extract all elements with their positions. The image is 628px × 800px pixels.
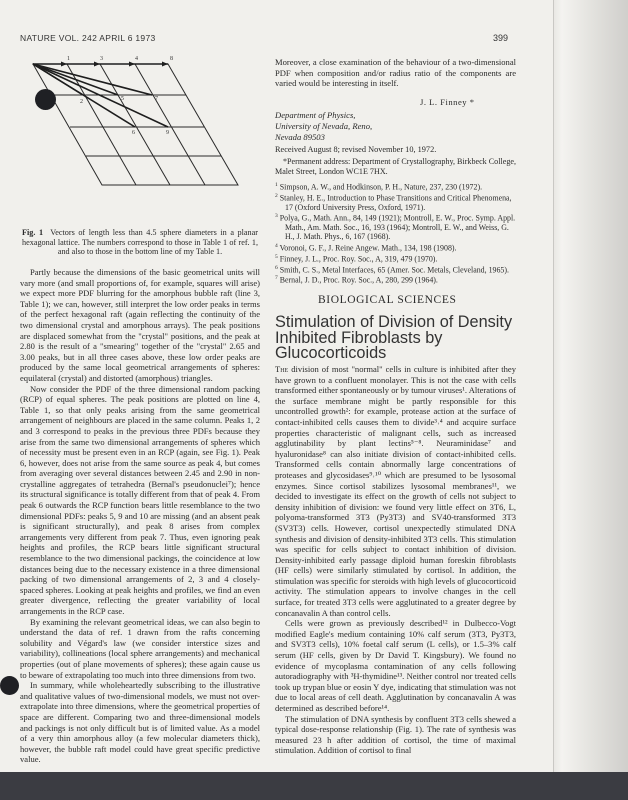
reference-item: $^7$ Bernal, J. D., Proc. Roy. Soc., A, 280, 299 (1964).: [275, 275, 438, 286]
left-column-body: [20, 267, 260, 765]
point-label: 2: [80, 99, 83, 105]
affiliation-line: Department of Physics,: [275, 110, 356, 120]
reference-item: $^1$ Simpson, A. W., and Hodkinson, P. H., Nature, 237, 230 (1972).: [275, 182, 483, 192]
article-title: Stimulation of Division of Density Inhibited Fibroblasts by Glucocorticoids: [275, 313, 513, 362]
section-heading: BIOLOGICAL SCIENCES: [318, 294, 457, 306]
figure-1-lattice-diagram: [20, 52, 260, 227]
point-label: 1: [67, 56, 70, 62]
caption-label: Fig. 1: [22, 228, 44, 237]
point-label: 4: [135, 56, 138, 62]
paragraph: In summary, while wholeheartedly subscribing to the illustrative and qualitative values of two-dimensional models, we must not over-extrapolate into three dimensions, where the geometrical properties of space are different. Comparing two and three-dimensional models and packings is not only difficult but is of limited value. As a model of a very thin amorphous alloy (a few molecular diameters thick), however, the bubble raft model could have great specific predictive value.: [20, 680, 260, 765]
reference-item: $^5$ Finney, J. L., Proc. Roy. Soc., A, 319, 479 (1970).: [275, 253, 438, 264]
paragraph: Partly because the dimensions of the basic geometrical units will vary more (and small proportions of, for example, squares will arise) we expect more PDF blurring for the amorphous bubble raft (line 3, Table 1); we can, however, still interpret the low order peaks in terms of the perfect hexagonal raft (again reflecting the continuity of the two dimensional crystal and amorphous arrays). The peak positions are displaced somewhat from the "crystal" positions, and the peak at 2.80 is the result of a "smearing" together of the "crystal" 2.65 and 3.00 peaks, but in all three cases above, these low order peaks are produced by the same local geometrical arrangements of spheres: equilateral (crystal) and distorted (amorphous) triangles.: [20, 267, 260, 383]
affiliation-line: University of Nevada, Reno,: [275, 121, 373, 131]
punch-hole: [0, 676, 19, 695]
paragraph: Cells were grown as previously described¹² in Dulbecco-Vogt modified Eagle's medium containing 10% calf serum (3T3, Py3T3, and SV3T3 cells), 10% foetal calf serum (L cells), or 1.5–3% calf serum (HF cells, given by Dr David T. Kingsbury). We found no evidence of mycoplasma contamination of any cells following autoradiography with ³H-thymidine¹³. Neither control nor treated cells took up trypan blue or eosin Y dye, indicating that stimulation was not due to local areas of cell death. Agglutination by concanavalin A was determined as described before¹⁴.: [275, 618, 516, 713]
point-label: 7: [155, 96, 158, 102]
author-name: J. L. Finney *: [420, 97, 475, 107]
paragraph: Now consider the PDF of the three dimensional random packing (RCP) of equal spheres. The peak positions are plotted on line 4, Table 1, so that only peaks arising from the same geometrical arrangement of neighbours are placed in the same column. Peaks 1, 2 and 3 correspond to peaks in the previous three PDFs because they arise from the same two dimensional arrangements of spheres which of necessity must be present even in an RCP (again, see Fig. 1). Peak 6, however, does not arise from the same source as peak 4, but comes from averaging over several distances between 2.45 and 2.90 in non-crystalline aggregates of tetrahedra (Bernal's pseudonuclei⁷); hence its structural significance is totally different from that of peak 4. From peak 6 outwards the RCP function bears little resemblance to the two dimensional PDFs: peaks 5, 9 and 10 are missing (and an absent peak is significant structurally), and peak 8 arises from complex arrangements very different from peak 7. Thus, even ignoring peak heights and profiles, the RCP bears little significant structural resemblance to the two dimensional packings, the coincidence at low distances being due to the necessary existence in a three dimensional packing of two dimensional arrangements of 2, 3 and 4 closely-spaced spheres. Looking at peak heights and profiles, we find an even greater divergence, reflecting the greater variability of local arrangements in the RCP case.: [20, 383, 260, 616]
received-date: Received August 8; revised November 10, 1972.: [275, 145, 437, 154]
reference-item: $^6$ Smith, C. S., Metal Interfaces, 65 (Amer. Soc. Metals, Cleveland, 1965).: [275, 264, 509, 275]
article-body: [275, 364, 516, 756]
point-label: 6: [132, 130, 135, 136]
paragraph: By examining the relevant geometrical ideas, we can also begin to understand the data of ref. 1 drawn from the rafts concerning solubility and Végard's law (we consider interstice sizes and variability), collineations (local sphere arrangements) and mechanical properties (out of plane movements of spheres); these again cause us to beware of extrapolating too much into three dimensions from two.: [20, 616, 260, 680]
point-label: 9: [166, 130, 169, 136]
paragraph: The stimulation of DNA synthesis by confluent 3T3 cells shewed a typical dose-response relationship (Fig. 1). The rate of synthesis was measured 23 h after addition of cortisol, the time of maximal stimulation. Addition of cortisol to final: [275, 713, 516, 756]
paragraph: [275, 364, 516, 618]
paragraph: Moreover, a close examination of the behaviour of a two-dimensional PDF when composition and/or radius ratio of the components are varied would be interesting in itself.: [275, 57, 516, 89]
caption-text: Vectors of length less than 4.5 sphere diameters in a planar hexagonal lattice. The numbers correspond to those in Table 1 of ref. 1, and also to those in the bottom line of my Table 1.: [22, 228, 258, 257]
adjacent-page-edge: [553, 0, 628, 772]
reference-list: [275, 181, 516, 285]
point-label: 3: [100, 56, 103, 62]
point-label: 8: [170, 56, 173, 62]
scanner-background: [0, 772, 628, 800]
reference-item: $^4$ Voronoi, G. F., J. Reine Angew. Math., 134, 198 (1908).: [275, 242, 457, 253]
affiliation: [275, 110, 372, 143]
punch-hole: [35, 89, 56, 110]
figure-caption: [22, 228, 258, 257]
lead-word: The: [275, 364, 289, 374]
reference-item: $^2$ Stanley, H. E., Introduction to Phase Transitions and Critical Phenomena, 17 (Oxford University Press, Oxford, 1971).: [275, 192, 512, 212]
closing-paragraph: [275, 57, 516, 89]
permanent-address: *Permanent address: Department of Crystallography, Birkbeck College, Malet Street, London WC1E 7HX.: [275, 157, 516, 176]
page-number: 399: [493, 33, 509, 43]
point-label: 5: [121, 96, 124, 102]
affiliation-line: Nevada 89503: [275, 132, 325, 142]
running-header: NATURE VOL. 242 APRIL 6 1973: [20, 33, 156, 43]
paragraph-text: division of most "normal" cells in culture is inhibited after they have grown to a confluent monolayer. This is not the case with cells transformed either spontaneously or by tumour viruses¹. Alterations of the surface membrane might be partly responsible for this uncontrolled growth²: for example, protease action at the surface of contact-inhibited cells causes them to divide³˒⁴ and acquire surface properties characteristic of malignant cells, such as increased agglutinability by plant lectins⁵⁻⁸. Neuraminidase⁷ and hyaluronidase⁸ can also initiate division of contact-inhibited cells. Transformed cells contain abnormally large concentrations of proteases and glycosidases⁹˒¹⁰ which are presumed to be lysosomal enzymes. Since cortisol stabilizes lysosomal membranes¹¹, we decided to investigate its effect on the growth of cells not subject to density inhibition of division: we found very little effect on 3T6, L, polyoma-transformed 3T3 (Py3T3) and SV40-transformed 3T3 (SV3T3) cells. However, cortisol unexpectedly stimulated DNA synthesis and division of density-inhibited 3T3 cells. This stimulation was specific for cells subject to contact inhibition of division. Density-inhibited early passage diploid human foreskin fibroblasts (HF cells) were similarly stimulated by cortisol. In addition, the stimulation was specific for steroids with high levels of glucocorticoid activity. The stimulation appears to involve changes in the cell surface, for treated 3T3 cells were agglutinated to a greater degree by concanavalin A than control cells.: [275, 364, 516, 618]
reference-item: $^3$ Polya, G., Math. Ann., 84, 149 (1921); Montroll, E. W., Proc. Symp. Appl. Math., Am. Math. Soc., 16, 193 (1964); Montroll, E. W., and Weiss, G. H., J. Math. Phys., 6, 167 (1968).: [275, 213, 516, 242]
